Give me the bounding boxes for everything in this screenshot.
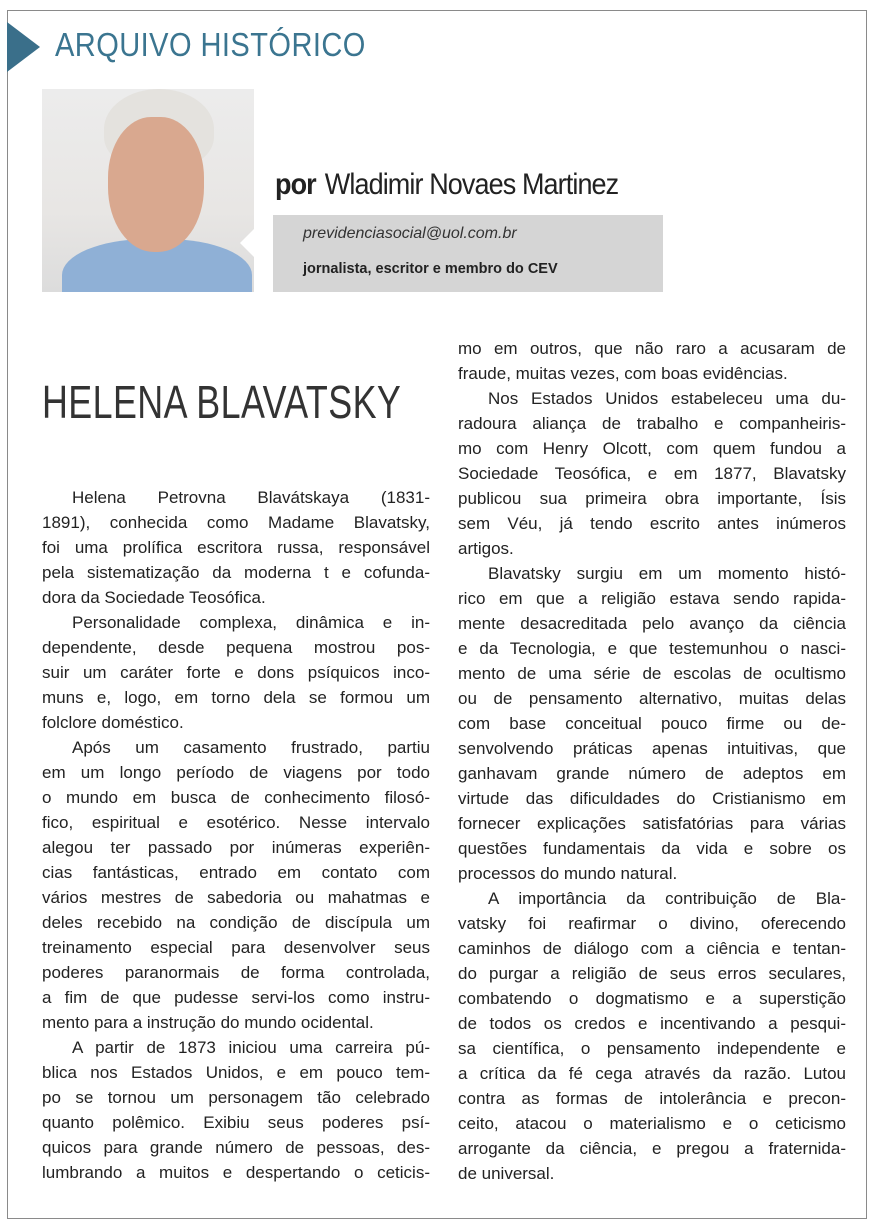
body-line: 1891), conhecida como Madame Blavatsky,	[42, 513, 430, 532]
body-line: senvolvendo práticas apenas intuitivas, que	[458, 739, 846, 758]
author-byline	[275, 168, 618, 202]
body-line: Após um casamento frustrado, partiu	[72, 738, 430, 757]
body-line: o mundo em busca de conhecimento filosó-	[42, 788, 430, 807]
body-line: de todos os credos e incentivando a pesqui-	[458, 1014, 846, 1033]
body-line: em um longo período de viagens por todo	[42, 763, 430, 782]
byline-prefix: por	[275, 168, 316, 201]
article-column-left	[42, 485, 430, 1185]
body-line: arrogante da ciência, e pregou a fraternida-	[458, 1139, 846, 1158]
body-line: mento para a instrução do mundo ocidental.	[42, 1013, 374, 1032]
author-info-box	[273, 215, 663, 292]
body-line: sem Véu, já tendo escrito antes inúmeros	[458, 514, 846, 533]
body-line: blica nos Estados Unidos, e em pouco tem-	[42, 1063, 430, 1082]
body-line: alegou ter passado por inúmeras experiên-	[42, 838, 430, 857]
body-line: caminhos de diálogo com a ciência e tentan-	[458, 939, 846, 958]
body-line: combatendo o dogmatismo e a superstição	[458, 989, 846, 1008]
body-line: Blavatsky surgiu em um momento histó-	[488, 564, 846, 583]
body-line: quanto polêmico. Exibiu seus poderes psí-	[42, 1113, 430, 1132]
author-role: jornalista, escritor e membro do CEV	[303, 261, 558, 277]
body-line: a crítica da fé cega através da razão. Lutou	[458, 1064, 846, 1083]
article-column-right	[458, 336, 846, 1186]
body-line: lumbrando a muitos e despertando o ceticis-	[42, 1163, 430, 1182]
body-line: rico em que a religião estava sendo rapida-	[458, 589, 846, 608]
body-line: a fim de que pudesse servi-los como instru-	[42, 988, 430, 1007]
body-line: treinamento especial para desenvolver seus	[42, 938, 430, 957]
body-line: artigos.	[458, 539, 514, 558]
paragraph	[42, 610, 430, 735]
section-triangle-icon	[7, 22, 40, 72]
body-line: pela sistematização da moderna t e cofunda-	[42, 563, 430, 582]
body-line: fornecer explicações satisfatórias para várias	[458, 814, 846, 833]
body-line: quicos para grande número de pessoas, des-	[42, 1138, 430, 1157]
body-line: questões fundamentais da vida e sobre os	[458, 839, 846, 858]
body-line: fico, espiritual e esotérico. Nesse intervalo	[42, 813, 430, 832]
body-line: mento de uma série de escolas de ocultismo	[458, 664, 846, 683]
body-line: ganhavam grande número de adeptos em	[458, 764, 846, 783]
body-line: mo com Henry Olcott, com quem fundou a	[458, 439, 846, 458]
body-line: do purgar a religião de seus erros seculares,	[458, 964, 846, 983]
body-line: po se tornou um personagem tão celebrado	[42, 1088, 430, 1107]
article-title: HELENA BLAVATSKY	[42, 376, 402, 428]
body-line: e da Tecnologia, e que testemunhou o nasci-	[458, 639, 846, 658]
body-line: foi uma prolífica escritora russa, responsável	[42, 538, 430, 557]
body-line: poderes paranormais de forma controlada,	[42, 963, 430, 982]
paragraph	[458, 886, 846, 1186]
paragraph	[42, 735, 430, 1035]
body-line: de universal.	[458, 1164, 555, 1183]
section-title: ARQUIVO HISTÓRICO	[55, 26, 366, 63]
body-line: cias fantásticas, entrado em contato com	[42, 863, 430, 882]
body-line: virtude das dificuldades do Cristianismo em	[458, 789, 846, 808]
body-line: A partir de 1873 iniciou uma carreira pú-	[72, 1038, 430, 1057]
paragraph	[458, 386, 846, 561]
body-line: folclore doméstico.	[42, 713, 184, 732]
author-photo	[42, 89, 254, 292]
body-line: vatsky foi reafirmar o divino, oferecendo	[458, 914, 846, 933]
body-line: radoura aliança de trabalho e companheiris-	[458, 414, 846, 433]
body-line: vários mestres de sabedoria ou mahatmas e	[42, 888, 430, 907]
body-line: sa científica, o pensamento independente e	[458, 1039, 846, 1058]
paragraph	[458, 561, 846, 886]
body-line: dora da Sociedade Teosófica.	[42, 588, 266, 607]
body-line: fraude, muitas vezes, com boas evidências.	[458, 364, 788, 383]
body-line: ceito, atacou o materialismo e o ceticismo	[458, 1114, 846, 1133]
body-line: A importância da contribuição de Bla-	[488, 889, 846, 908]
paragraph	[42, 485, 430, 610]
body-line: muns e, logo, em torno dela se formou um	[42, 688, 430, 707]
paragraph	[458, 336, 846, 386]
body-line: Nos Estados Unidos estabeleceu uma du-	[488, 389, 846, 408]
body-line: publicou sua primeira obra importante, Ísis	[458, 489, 846, 508]
author-name: Wladimir Novaes Martinez	[324, 168, 619, 201]
body-line: dependente, desde pequena mostrou pos-	[42, 638, 430, 657]
body-line: suir um caráter forte e dons psíquicos inco-	[42, 663, 430, 682]
paragraph	[42, 1035, 430, 1185]
author-email[interactable]: previdenciasocial@uol.com.br	[303, 225, 517, 242]
body-line: contra as formas de intolerância e precon-	[458, 1089, 846, 1108]
body-line: ou de pensamento alternativo, muitas delas	[458, 689, 846, 708]
body-line: Sociedade Teosófica, e em 1877, Blavatsky	[458, 464, 846, 483]
body-line: mo em outros, que não raro a acusaram de	[458, 339, 846, 358]
body-line: processos do mundo natural.	[458, 864, 678, 883]
body-line: deles recebido na condição de discípula um	[42, 913, 430, 932]
body-line: mente desacreditada pelo avanço da ciência	[458, 614, 846, 633]
body-line: com base conceitual pouco firme ou de-	[458, 714, 846, 733]
body-line: Personalidade complexa, dinâmica e in-	[72, 613, 430, 632]
body-line: Helena Petrovna Blavátskaya (1831-	[72, 488, 430, 507]
